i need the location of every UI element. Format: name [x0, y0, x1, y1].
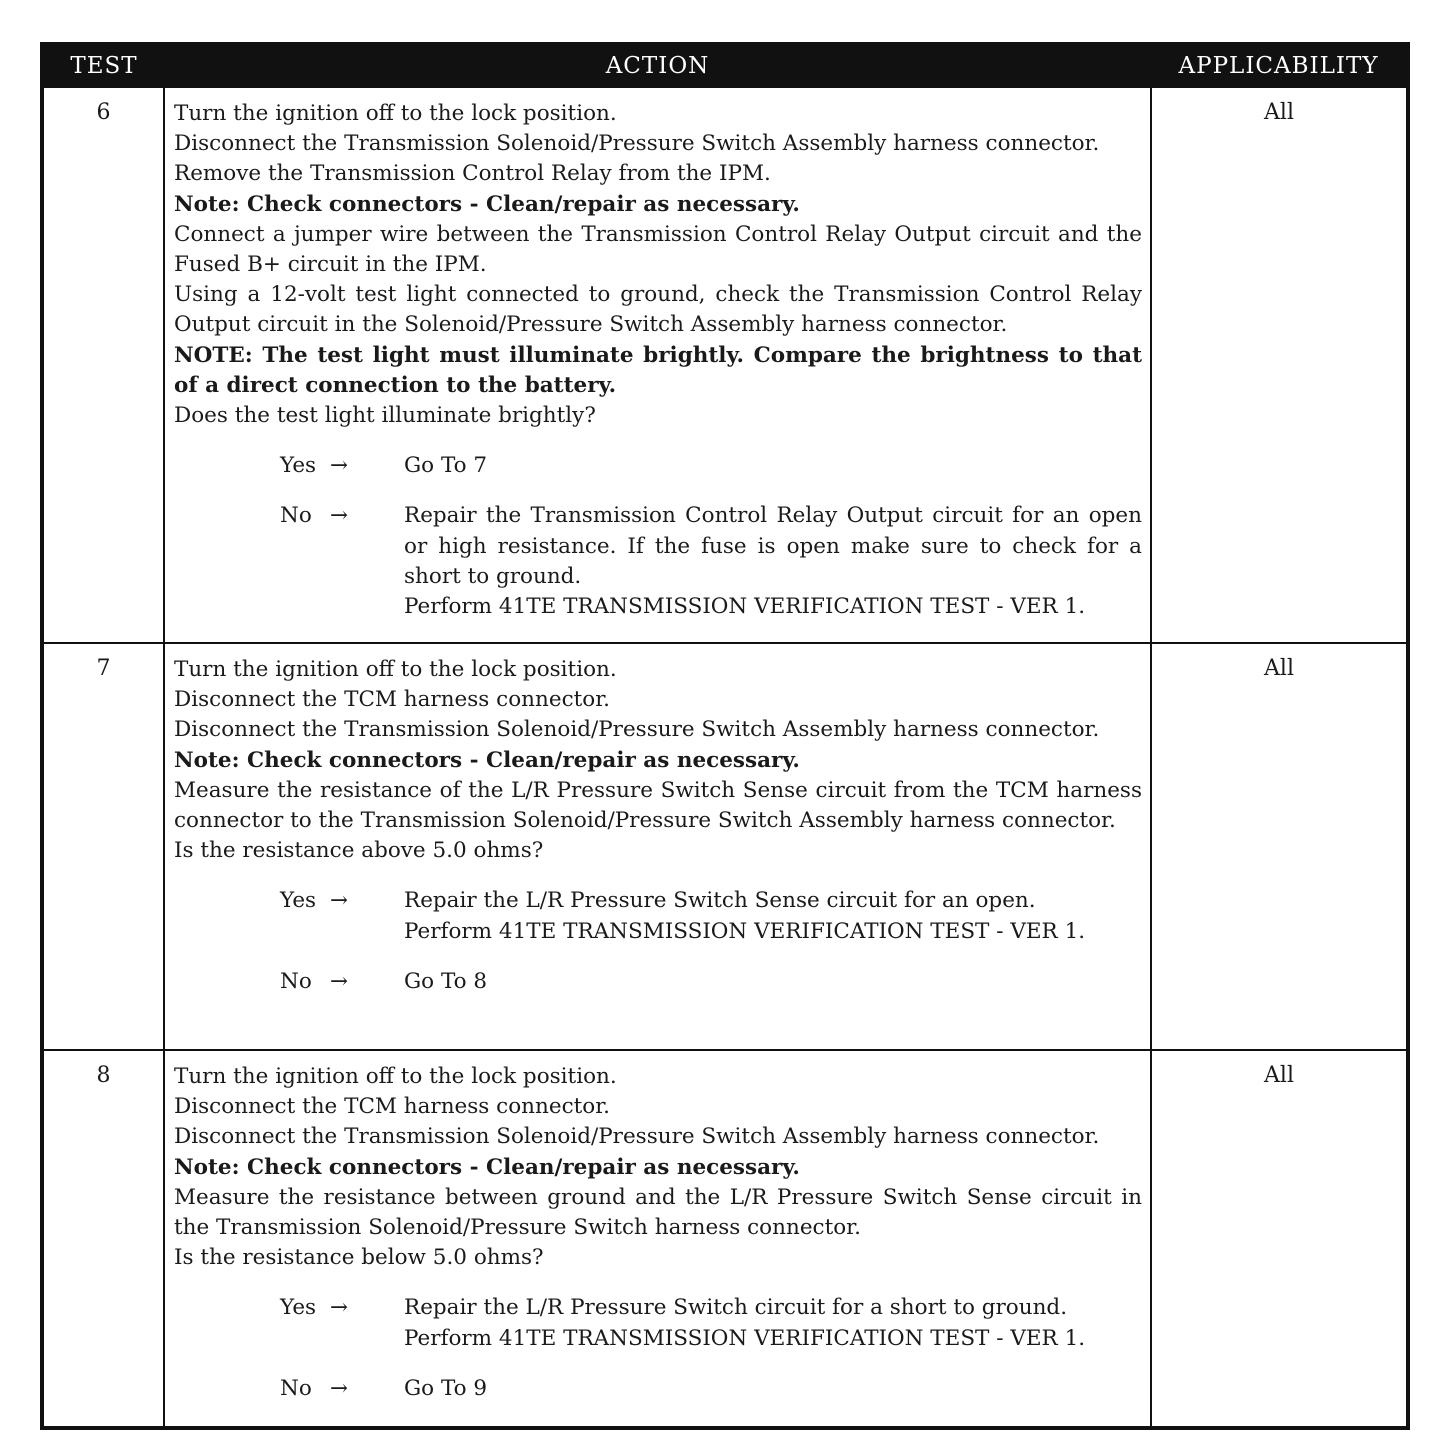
no-label: No: [280, 503, 312, 529]
action-step: Remove the Transmission Control Relay from the IPM.: [174, 161, 771, 187]
test-number: 8: [42, 1050, 164, 1428]
action-note: Note: Check connectors - Clean/repair as necessary.: [174, 747, 800, 773]
yes-result: [404, 451, 1142, 481]
action-step: Measure the resistance of the L/R Pressure Switch Sense circuit from the TCM harness connector to the Transmission Solenoid/Pressure Switch Assembly harness connector.: [174, 777, 1142, 834]
no-label: No: [280, 968, 312, 994]
action-cell: [164, 87, 1151, 643]
yes-label: Yes: [280, 453, 317, 479]
arrow-icon: →: [330, 1375, 349, 1401]
arrow-icon: →: [330, 888, 349, 914]
yes-branch: [280, 1293, 1142, 1353]
yes-branch: [280, 451, 1142, 481]
no-branch: [280, 501, 1142, 622]
table-row: [42, 643, 1408, 1050]
action-step: Using a 12-volt test light connected to ground, check the Transmission Control Relay Output circuit in the Solenoid/Pressure Switch Assembly harness connector.: [174, 282, 1142, 338]
action-question: Is the resistance below 5.0 ohms?: [174, 1245, 544, 1271]
applicability-value: All: [1151, 643, 1408, 1050]
action-cell: [164, 1050, 1151, 1428]
test-number: 7: [42, 643, 164, 1050]
arrow-icon: →: [330, 1295, 349, 1321]
action-question: Is the resistance above 5.0 ohms?: [174, 838, 544, 864]
applicability-value: All: [1151, 1050, 1408, 1428]
applicability-value: All: [1151, 87, 1408, 643]
no-result-line: Go To 9: [404, 1375, 488, 1401]
no-result: [404, 967, 1142, 997]
yes-label: Yes: [280, 1295, 317, 1321]
diagnostic-test-table-wrapper: [40, 42, 1406, 1430]
yes-result-line: Perform 41TE TRANSMISSION VERIFICATION TEST - VER 1.: [404, 1325, 1086, 1351]
arrow-icon: →: [330, 503, 349, 529]
action-step: Disconnect the Transmission Solenoid/Pressure Switch Assembly harness connector.: [174, 717, 1100, 743]
no-result: [404, 1374, 1142, 1404]
no-result-line: Perform 41TE TRANSMISSION VERIFICATION TEST - VER 1.: [404, 594, 1086, 620]
action-step: Measure the resistance between ground and the L/R Pressure Switch Sense circuit in the Transmission Solenoid/Pressure Switch harness connector.: [174, 1184, 1142, 1241]
action-step: Connect a jumper wire between the Transmission Control Relay Output circuit and the Fused B+ circuit in the IPM.: [174, 221, 1142, 278]
action-step: Turn the ignition off to the lock position.: [174, 657, 617, 682]
action-step: Turn the ignition off to the lock position.: [174, 101, 617, 126]
action-note: Note: Check connectors - Clean/repair as necessary.: [174, 1154, 800, 1180]
table-row: [42, 1050, 1408, 1428]
no-label: No: [280, 1375, 312, 1401]
no-result-line: Go To 8: [404, 968, 488, 994]
yes-branch: [280, 886, 1142, 946]
action-note: Note: Check connectors - Clean/repair as necessary.: [174, 191, 800, 217]
header-test: TEST: [42, 44, 164, 87]
no-result: [404, 501, 1142, 622]
arrow-icon: →: [330, 453, 349, 479]
table-header-row: [42, 44, 1408, 87]
header-action: ACTION: [164, 44, 1151, 87]
action-step: Disconnect the TCM harness connector.: [174, 1094, 610, 1120]
header-applicability: APPLICABILITY: [1151, 44, 1408, 87]
yes-result-line: Repair the L/R Pressure Switch circuit for a short to ground.: [404, 1295, 1068, 1321]
diagnostic-test-table: [40, 42, 1410, 1430]
action-step: Disconnect the Transmission Solenoid/Pressure Switch Assembly harness connector.: [174, 1124, 1100, 1150]
action-cell: [164, 643, 1151, 1050]
action-step: Disconnect the Transmission Solenoid/Pressure Switch Assembly harness connector.: [174, 131, 1100, 157]
yes-result: [404, 886, 1142, 946]
yes-result-line: Perform 41TE TRANSMISSION VERIFICATION TEST - VER 1.: [404, 918, 1086, 944]
arrow-icon: →: [330, 968, 349, 994]
yes-result-line: Repair the L/R Pressure Switch Sense circuit for an open.: [404, 888, 1036, 914]
yes-result: [404, 1293, 1142, 1353]
action-note: NOTE: The test light must illuminate brightly. Compare the brightness to that of a direct connection to the battery.: [174, 342, 1142, 398]
table-row: [42, 87, 1408, 643]
action-step: Turn the ignition off to the lock position.: [174, 1064, 617, 1089]
no-result-line: Repair the Transmission Control Relay Output circuit for an open or high resistance. If the fuse is open make sure to check for a short to ground.: [404, 503, 1142, 589]
yes-result-line: Go To 7: [404, 453, 488, 479]
action-step: Disconnect the TCM harness connector.: [174, 687, 610, 713]
test-number: 6: [42, 87, 164, 643]
no-branch: [280, 967, 1142, 997]
no-branch: [280, 1374, 1142, 1404]
action-question: Does the test light illuminate brightly?: [174, 403, 596, 429]
yes-label: Yes: [280, 888, 317, 914]
